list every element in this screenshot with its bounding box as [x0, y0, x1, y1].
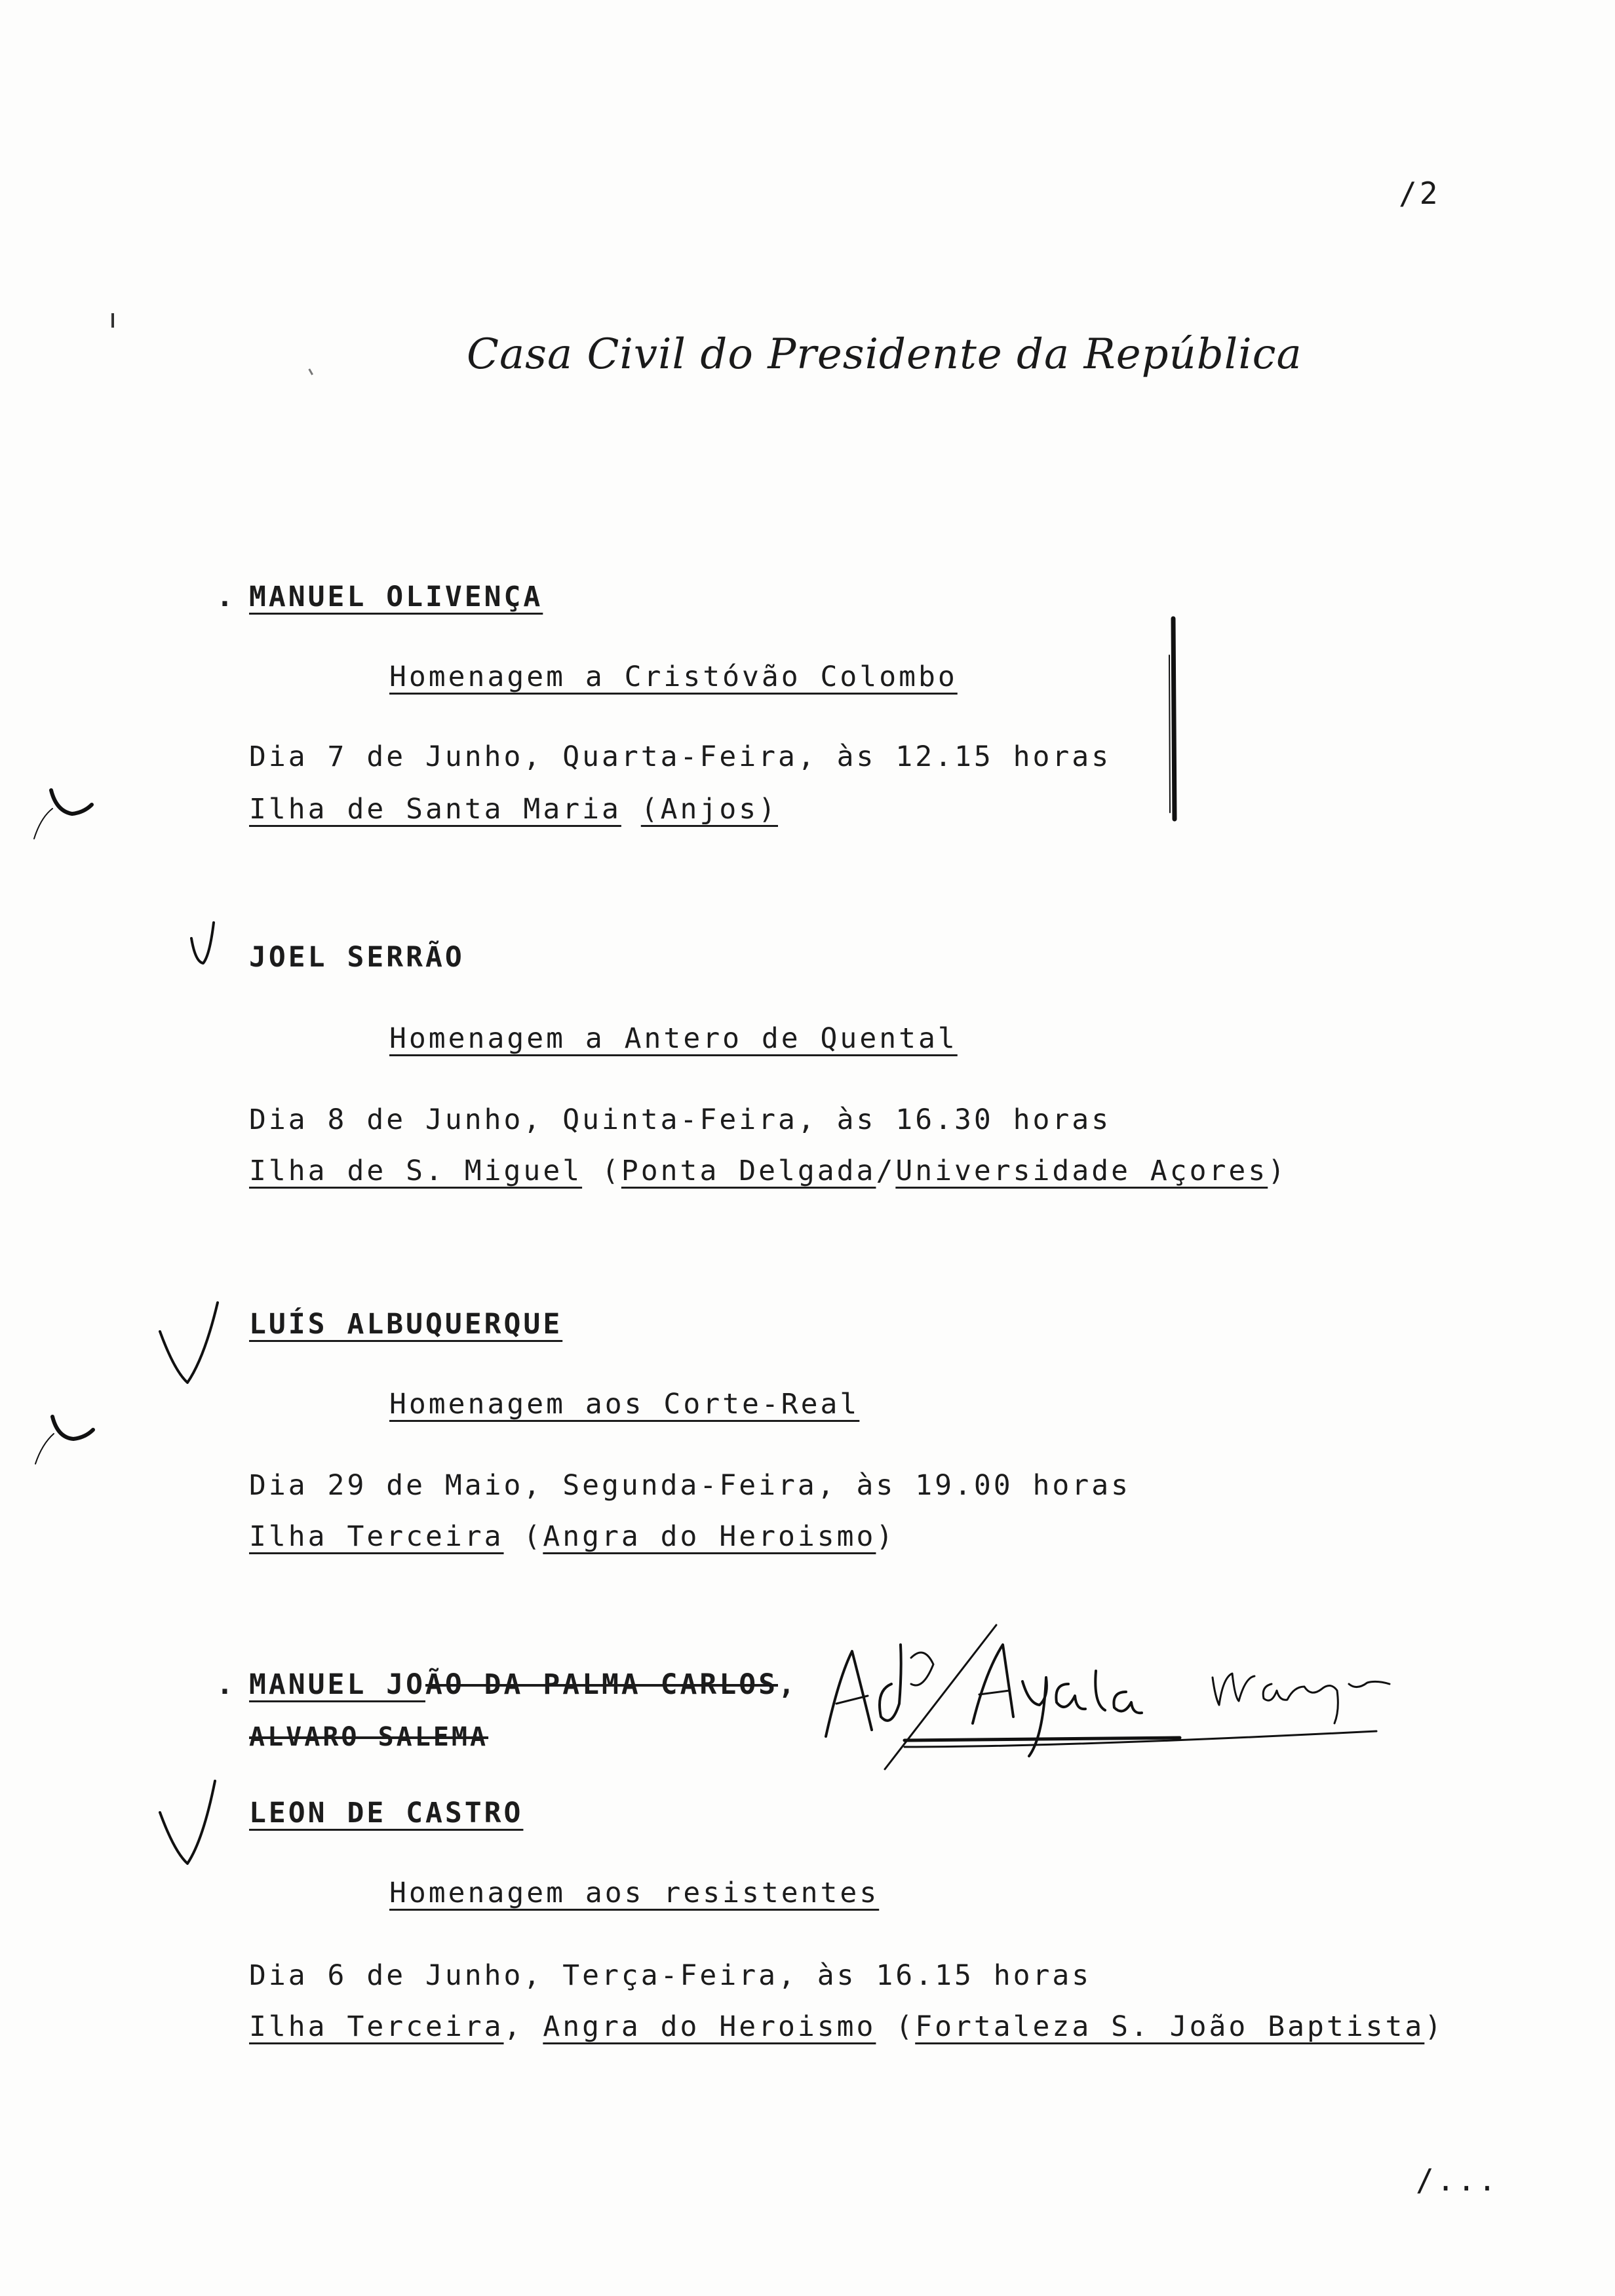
- entry-bullet: .: [216, 581, 236, 613]
- entry-4-name-original: MANUEL JOÃO DA PALMA CARLOS,: [249, 1668, 798, 1701]
- entry-2-place-line: Ilha de S. Miguel (Ponta Delgada/Universidade Açores): [249, 1155, 1288, 1187]
- curl-mark: [26, 780, 98, 852]
- entry-1-date: Dia 7 de Junho, Quarta-Feira, às 12.15 horas: [249, 740, 1112, 773]
- entry-2-date: Dia 8 de Junho, Quinta-Feira, às 16.30 horas: [249, 1103, 1112, 1136]
- stray-mark: [308, 365, 319, 375]
- margin-bar-mark: [1160, 616, 1186, 826]
- entry-2-name: JOEL SERRÃO: [249, 941, 465, 974]
- entry-2-place-detail-b: Universidade Açores: [895, 1155, 1268, 1187]
- entry-1-place-detail: (Anjos): [640, 793, 778, 826]
- page-number: /2: [1399, 176, 1441, 211]
- entry-1-title: Homenagem a Cristóvão Colombo: [389, 660, 958, 693]
- entry-4-name-struck: ÃO DA PALMA CARLOS: [425, 1668, 778, 1701]
- check-mark: [187, 916, 227, 975]
- entry-3-date: Dia 29 de Maio, Segunda-Feira, às 19.00 horas: [249, 1469, 1131, 1502]
- check-mark: [155, 1299, 233, 1397]
- entry-3-place-line: Ilha Terceira (Angra do Heroismo): [249, 1520, 896, 1553]
- stray-mark: [111, 313, 114, 328]
- entry-3-place: Ilha Terceira: [249, 1520, 504, 1553]
- entry-3-title: Homenagem aos Corte-Real: [389, 1388, 860, 1421]
- handwritten-annotation: [813, 1618, 1403, 1776]
- entry-1-name: MANUEL OLIVENÇA: [249, 581, 543, 613]
- entry-4-name-struck-2: ALVARO SALEMA: [249, 1722, 489, 1752]
- entry-4-name: LEON DE CASTRO: [249, 1797, 524, 1829]
- entry-4-place-line: Ilha Terceira, Angra do Heroismo (Fortaleza S. João Baptista): [249, 2010, 1445, 2043]
- entry-4-place-city: Angra do Heroismo: [543, 2010, 876, 2043]
- entry-4-place-detail: Fortaleza S. João Baptista: [915, 2010, 1425, 2043]
- curl-mark: [26, 1407, 98, 1480]
- entry-3-place-detail: Angra do Heroismo: [543, 1520, 876, 1553]
- entry-4-title: Homenagem aos resistentes: [389, 1877, 880, 1909]
- entry-4-date: Dia 6 de Junho, Terça-Feira, às 16.15 horas: [249, 1959, 1092, 1992]
- entry-4-name-kept: MANUEL JO: [249, 1668, 425, 1701]
- entry-4-place: Ilha Terceira: [249, 2010, 504, 2043]
- entry-bullet: .: [216, 1668, 236, 1701]
- entry-1-place: Ilha de Santa Maria: [249, 793, 621, 826]
- entry-2-title: Homenagem a Antero de Quental: [389, 1022, 958, 1055]
- continuation-marker: /...: [1416, 2162, 1499, 2198]
- entry-2-place: Ilha de S. Miguel: [249, 1155, 583, 1187]
- letterhead: Casa Civil do Presidente da República: [467, 330, 1302, 379]
- entry-2-place-detail-a: Ponta Delgada: [621, 1155, 876, 1187]
- entry-1-place-line: [249, 793, 778, 826]
- entry-3-name: LUÍS ALBUQUERQUE: [249, 1308, 563, 1341]
- check-mark: [155, 1777, 233, 1875]
